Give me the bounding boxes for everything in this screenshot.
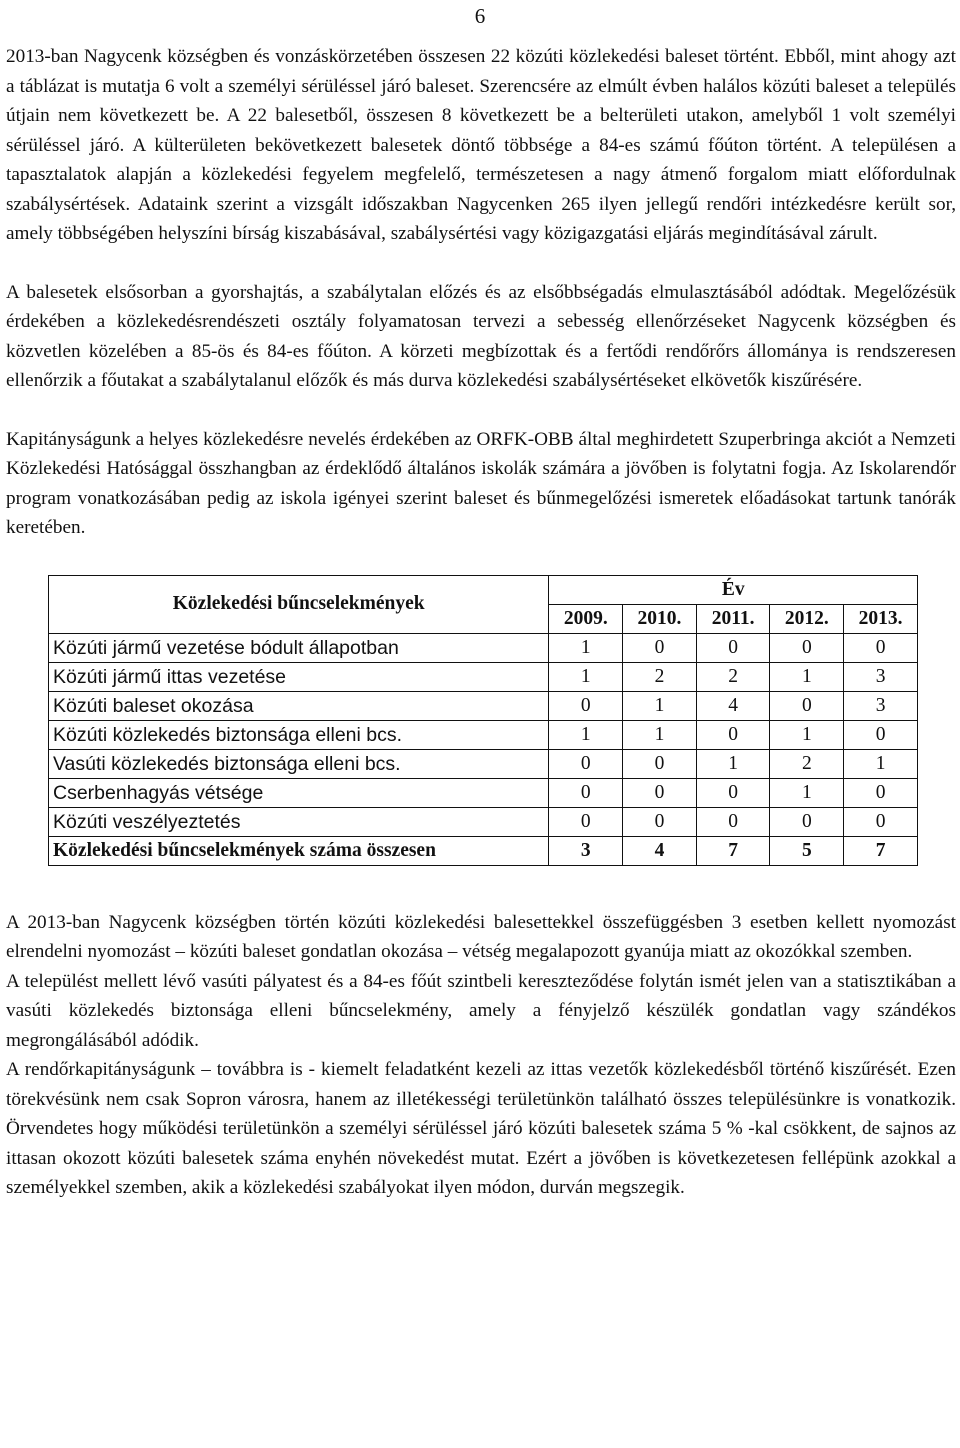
- cell-value: 1: [549, 662, 623, 691]
- cell-value: 1: [770, 662, 844, 691]
- row-label: Cserbenhagyás vétsége: [49, 778, 549, 807]
- cell-value: 1: [770, 778, 844, 807]
- cell-value: 0: [623, 807, 697, 836]
- cell-value: 2: [770, 749, 844, 778]
- total-value: 7: [844, 836, 918, 865]
- year-2013: 2013.: [844, 604, 918, 633]
- cell-value: 3: [844, 691, 918, 720]
- cell-value: 0: [770, 691, 844, 720]
- cell-value: 0: [770, 633, 844, 662]
- paragraph-traffic-education: Kapitányságunk a helyes közlekedésre nevelés érdekében az ORFK-OBB által meghirdetett Szuperbringa akciót a Nemzeti Közlekedési Hatósággal összhangban az érdeklődő általános iskolák számára a jövőben is folytatni fogja. Az Iskolarendőr program vonatkozásában pedig az iskola igényei szerint baleset és bűnmegelőzési ismeretek előadásokat tartunk tanórák keretében.: [6, 428, 956, 538]
- year-2012: 2012.: [770, 604, 844, 633]
- cell-value: 0: [844, 720, 918, 749]
- row-label: Vasúti közlekedés biztonsága elleni bcs.: [49, 749, 549, 778]
- table-row: [49, 778, 918, 807]
- cell-value: 0: [844, 778, 918, 807]
- cell-value: 0: [549, 778, 623, 807]
- cell-value: 0: [844, 633, 918, 662]
- cell-value: 2: [696, 662, 770, 691]
- paragraph-drunk-driving: A rendőrkapitányságunk – továbbra is - kiemelt feladatként kezeli az ittas vezetők közlekedésből történő kiszűrését. Ezen törekvésünk nem csak Sopron városra, hanem az illetékességi területünkön található összes településünkre is vonatkozik. Örvendetes hogy működési területünkön a személyi sérüléssel járó közúti balesetek száma 5 % -kal csökkent, de sajnos az ittasan okozott közúti balesetek száma enyhén növekedést mutat. Ezért a jövőben is következetesen fellépünk azokkal a személyekkel szemben, akik a közlekedési szabályokat ilyen módon, durván megszegik.: [6, 1059, 956, 1198]
- total-label: Közlekedési bűncselekmények száma összesen: [49, 836, 549, 865]
- cell-value: 0: [549, 807, 623, 836]
- year-2010: 2010.: [623, 604, 697, 633]
- cell-value: 0: [623, 749, 697, 778]
- paragraph-accident-statistics: 2013-ban Nagycenk községben és vonzáskörzetében összesen 22 közúti közlekedési baleset történt. Ebből, mint ahogy azt a táblázat is mutatja 6 volt a személyi sérüléssel járó baleset. Szerencsére az elmúlt évben halálos közúti baleset a település útjain nem következett be. A 22 balesetből, összesen 8 következett be a belterületi utakon, amelyből 1 volt személyi sérüléssel járó. A külterületen bekövetkezett balesetek döntő többsége a 84-es számú főúton történt. A településen a tapasztalatok alapján a közlekedési fegyelem megfelelő, természetesen a nagy átmenő forgalom miatt előfordulnak szabálysértések. Adataink szerint a vizsgált időszakban Nagycenken 265 ilyen jellegű rendőri intézkedésre került sor, amely többségében helyszíni bírság kiszabásával, szabálysértési vagy közigazgatási eljárás megindításával zárult.: [6, 46, 956, 244]
- cell-value: 4: [696, 691, 770, 720]
- paragraph-investigations: A 2013-ban Nagycenk községben történ közúti közlekedési balesettekkel összefüggésben 3 esetben kellett nyomozást elrendelni nyomozást – közúti baleset gondatlan okozása – vétség megalapozott gyanúja miatt az okozókkal szemben.: [6, 911, 956, 962]
- table-row: [49, 662, 918, 691]
- header-year: Év: [549, 575, 918, 604]
- cell-value: 2: [623, 662, 697, 691]
- cell-value: 0: [549, 749, 623, 778]
- cell-value: 1: [770, 720, 844, 749]
- cell-value: 1: [623, 691, 697, 720]
- cell-value: 1: [623, 720, 697, 749]
- cell-value: 0: [696, 633, 770, 662]
- cell-value: 3: [844, 662, 918, 691]
- row-label: Közúti jármű ittas vezetése: [49, 662, 549, 691]
- header-crimes: Közlekedési bűncselekmények: [49, 575, 549, 633]
- traffic-crimes-table: [48, 575, 918, 866]
- cell-value: 0: [770, 807, 844, 836]
- paragraph-railway-crossing: A települést mellett lévő vasúti pályatest és a 84-es főút szintbeli kereszteződése folytán ismét jelen van a statisztikában a vasúti közlekedés biztonsága elleni bűncselekmény, amely a fényjelző készülék gondatlan vagy szándékos megrongálásából adódik.: [6, 970, 956, 1051]
- year-2009: 2009.: [549, 604, 623, 633]
- cell-value: 1: [549, 720, 623, 749]
- cell-value: 1: [549, 633, 623, 662]
- total-value: 7: [696, 836, 770, 865]
- page-number: 6: [474, 4, 486, 28]
- table-header-row: [49, 575, 918, 604]
- row-label: Közúti közlekedés biztonsága elleni bcs.: [49, 720, 549, 749]
- table-total-row: [49, 836, 918, 865]
- table-row: [49, 720, 918, 749]
- cell-value: 0: [696, 720, 770, 749]
- paragraph-accident-causes: A balesetek elsősorban a gyorshajtás, a szabálytalan előzés és az elsőbbségadás elmulasztásából adódtak. Megelőzésük érdekében a közlekedésrendészeti osztály folyamatosan tervezi a sebesség ellenőrzéseket Nagycenk községben és közvetlen közelében a 85-ös és 84-es főúton. A körzeti megbízottak és a fertődi rendőrőrs állománya is rendszeresen ellenőrzik a főutakat a szabálytalanul előzők és más durva közlekedési szabálysértéseket elkövetők kiszűrésére.: [6, 281, 956, 391]
- cell-value: 0: [844, 807, 918, 836]
- table-row: [49, 807, 918, 836]
- cell-value: 1: [844, 749, 918, 778]
- table-row: [49, 749, 918, 778]
- total-value: 4: [623, 836, 697, 865]
- document-body: [6, 42, 956, 1203]
- row-label: Közúti baleset okozása: [49, 691, 549, 720]
- row-label: Közúti veszélyeztetés: [49, 807, 549, 836]
- cell-value: 0: [549, 691, 623, 720]
- cell-value: 1: [696, 749, 770, 778]
- table-row: [49, 691, 918, 720]
- cell-value: 0: [696, 778, 770, 807]
- cell-value: 0: [623, 778, 697, 807]
- cell-value: 0: [623, 633, 697, 662]
- year-2011: 2011.: [696, 604, 770, 633]
- total-value: 5: [770, 836, 844, 865]
- table-row: [49, 633, 918, 662]
- total-value: 3: [549, 836, 623, 865]
- cell-value: 0: [696, 807, 770, 836]
- row-label: Közúti jármű vezetése bódult állapotban: [49, 633, 549, 662]
